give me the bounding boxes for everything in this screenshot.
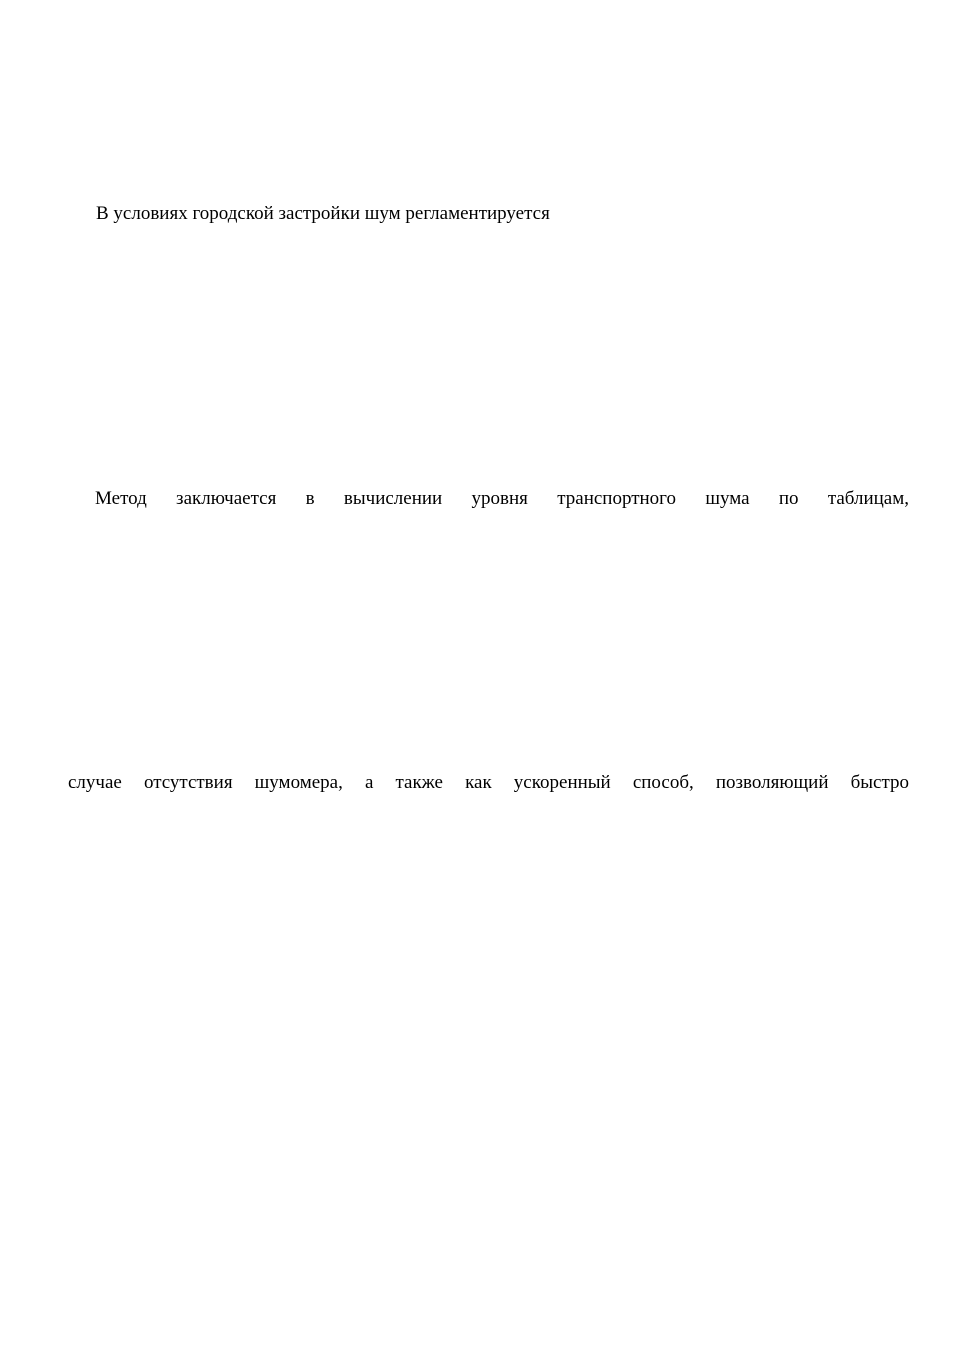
text-line-3: случае отсутствия шумомера, а также как ускоренный способ, позволяющий быстро (68, 772, 909, 793)
text-line-2: Метод заключается в вычислении уровня транспортного шума по таблицам, (95, 488, 909, 509)
text-line-1: В условиях городской застройки шум регламентируется (96, 203, 550, 224)
